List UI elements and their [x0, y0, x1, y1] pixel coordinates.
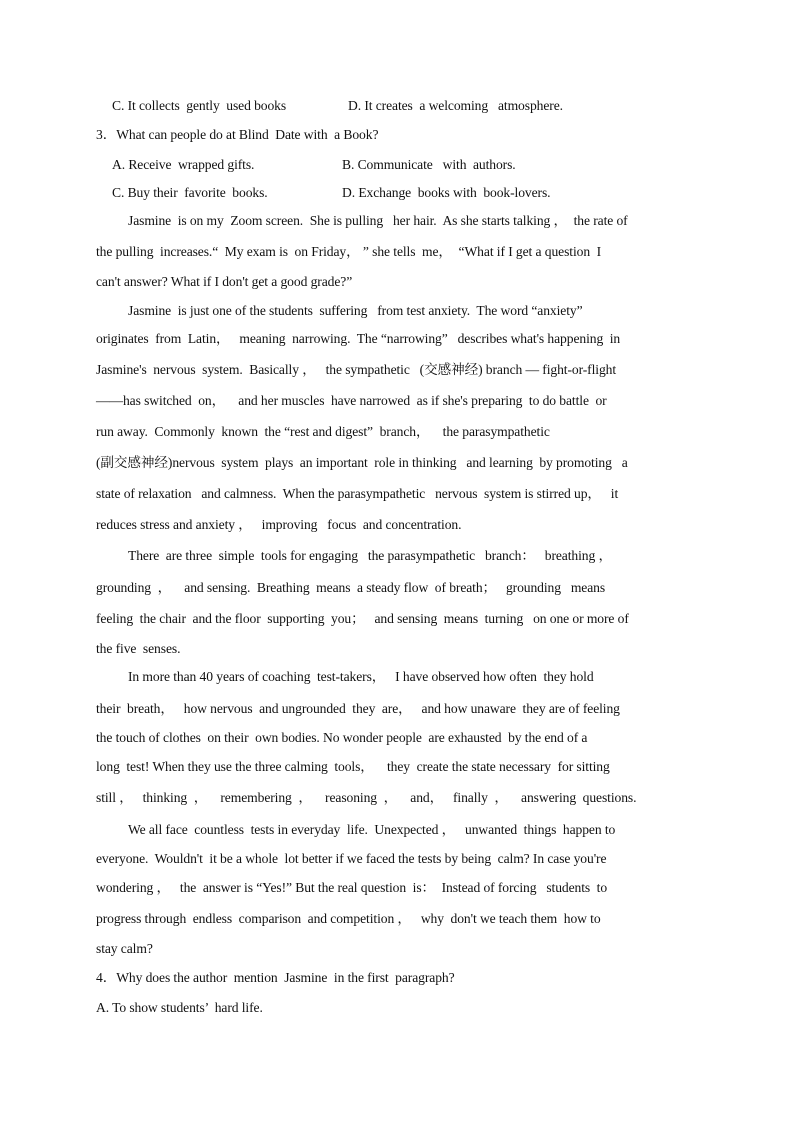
q4-question: 4．Why does the author mention Jasmine in the first paragraph? [96, 970, 455, 985]
q3-option-a: A. Receive wrapped gifts. [112, 157, 255, 172]
q3-question: 3．What can people do at Blind Date with a Book? [96, 127, 379, 142]
passage-line: originates from Latin， meaning narrowing. The “narrowing” describes what's happening in [96, 331, 621, 346]
passage-line: the pulling increases.“ My exam is on Friday， ” she tells me， “What if I get a question I [96, 244, 602, 259]
passage-line: feeling the chair and the floor supporting you； and sensing means turning on one or more of [96, 611, 629, 626]
passage-line: the touch of clothes on their own bodies. No wonder people are exhausted by the end of a [96, 730, 588, 745]
passage-line: wondering ， the answer is “Yes!” But the real question is： Instead of forcing students to [96, 880, 608, 895]
q2-option-d: D. It creates a welcoming atmosphere. [348, 98, 563, 113]
passage-line: stay calm? [96, 941, 153, 956]
passage-line: can't answer? What if I don't get a good grade?” [96, 274, 353, 289]
passage-line: run away. Commonly known the “rest and digest” branch， the parasympathetic [96, 424, 550, 439]
q3-option-b: B. Communicate with authors. [342, 157, 516, 172]
q2-option-c: C. It collects gently used books [112, 98, 287, 113]
q4-option-a: A. To show students’ hard life. [96, 1000, 263, 1015]
passage-line: reduces stress and anxiety ， improving focus and concentration. [96, 517, 462, 532]
passage-line: grounding ， and sensing. Breathing means a steady flow of breath； grounding means [96, 580, 606, 595]
passage-line: In more than 40 years of coaching test-takers， I have observed how often they hold [128, 669, 594, 684]
passage-line: state of relaxation and calmness. When the parasympathetic nervous system is stirred up， it [96, 486, 619, 501]
passage-line: their breath， how nervous and ungrounded they are， and how unaware they are of feeling [96, 701, 620, 716]
passage-line: everyone. Wouldn't it be a whole lot better if we faced the tests by being calm? In case you're [96, 851, 607, 866]
passage-line: still ， thinking ， remembering ， reasoning ， and， finally ， answering questions. [96, 790, 637, 805]
passage-line: long test! When they use the three calming tools， they create the state necessary for sitting [96, 759, 610, 774]
passage-line: progress through endless comparison and competition ， why don't we teach them how to [96, 911, 601, 926]
passage-line: Jasmine is on my Zoom screen. She is pulling her hair. As she starts talking ， the rate of [128, 213, 628, 228]
passage-line: ——has switched on， and her muscles have narrowed as if she's preparing to do battle or [96, 393, 607, 408]
passage-line: (副交感神经)nervous system plays an important role in thinking and learning by promoting a [96, 455, 628, 470]
passage-line: There are three simple tools for engaging the parasympathetic branch： breathing ， [128, 548, 612, 563]
passage-line: the five senses. [96, 641, 181, 656]
q3-option-d: D. Exchange books with book-lovers. [342, 185, 551, 200]
passage-line: We all face countless tests in everyday life. Unexpected ， unwanted things happen to [128, 822, 616, 837]
passage-line: Jasmine's nervous system. Basically ， the sympathetic (交感神经) branch — fight-or-flight [96, 362, 617, 377]
q3-option-c: C. Buy their favorite books. [112, 185, 268, 200]
passage-line: Jasmine is just one of the students suffering from test anxiety. The word “anxiety” [128, 303, 583, 318]
